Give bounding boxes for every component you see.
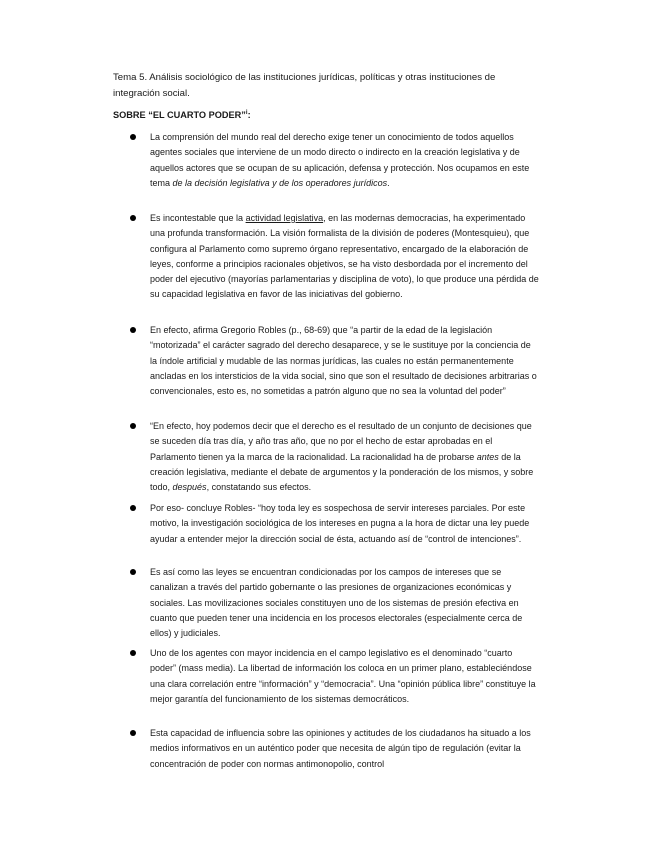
paragraph-text: Por eso- concluye Robles- “hoy toda ley es sospechosa de servir intereses parciales. Por este motivo, la investigación sociológica de los intereses en pugna a la hora de dictar una ley puede ayudar a entender mejor la dirección social de ésta, actuando así de “control de intenciones”. (150, 503, 530, 544)
paragraph (150, 130, 540, 191)
bullet-icon (130, 423, 136, 429)
bullet-icon (130, 569, 136, 575)
bullet-icon (130, 215, 136, 221)
bullet-icon (130, 730, 136, 736)
section-heading (113, 108, 251, 122)
paragraph-text: Es incontestable que la (150, 213, 246, 223)
paragraph (150, 211, 540, 303)
section-heading-text: SOBRE “EL CUARTO PODER” (113, 110, 246, 120)
paragraph (150, 419, 540, 495)
paragraph-text: . (387, 177, 390, 188)
paragraph-text: En efecto, afirma Gregorio Robles (p., 68-69) que “a partir de la edad de la legislación “motorizada” el carácter sagrado del derecho desaparece, y se le sustituye por la conciencia de la índole artificial y mudable de las normas jurídicas, las cuales no están permanentemente ancladas en los intersticios de la vida social, sino que son el resultado de decisiones arbitrarias o convencionales, esto es, no sometidas a patrón alguno que no sea la voluntad del poder” (150, 325, 537, 397)
paragraph-text: , constatando sus efectos. (206, 482, 312, 493)
paragraph (150, 565, 540, 641)
paragraph (150, 323, 540, 399)
paragraph (150, 646, 540, 707)
paragraph-text: , en las modernas democracias, ha experimentado una profunda transformación. La visión formalista de la división de poderes (Montesquieu), que configura al Parlamento como supremo órgano representativo, encargado de la elaboración de leyes, conforme a principios racionales objetivos, se ha visto desbordada por el incremento del poder del ejecutivo (mayorías parlamentarias y disciplina de voto), lo que produce una pérdida de su capacidad legislativa en favor de las iniciativas del gobierno. (150, 213, 539, 300)
bullet-icon (130, 650, 136, 656)
paragraph-underline: actividad legislativa (245, 213, 324, 223)
paragraph (150, 726, 540, 772)
footnote-marker: i (245, 109, 248, 116)
paragraph-text: Uno de los agentes con mayor incidencia en el campo legislativo es el denominado “cuarto poder” (mass media). La libertad de información los coloca en un primer plano, estableciéndose una clara correlación entre “información” y “democracia”. Una “opinión pública libre” constituye la mejor garantía del funcionamiento de los sistemas democráticos. (150, 648, 536, 704)
paragraph (150, 501, 540, 547)
paragraph-text: Es así como las leyes se encuentran condicionadas por los campos de intereses que se canalizan a través del partido gobernante o las presiones de organizaciones económicas y sociales. Las movilizaciones sociales constituyen uno de los sistemas de presión efectiva en cuanto que pueden tener una incidencia en los procesos electorales (especialmente cerca de ellos) y judiciales. (150, 567, 523, 639)
document-title (113, 70, 553, 102)
paragraph-italic: de la decisión legislativa y de los operadores jurídicos (172, 177, 388, 188)
bullet-icon (130, 327, 136, 333)
paragraph-italic: antes (476, 451, 499, 462)
paragraph-text: Esta capacidad de influencia sobre las opiniones y actitudes de los ciudadanos ha situado a los medios informativos en un auténtico poder que necesita de algún tipo de regulación (evitar la concentración de poder con normas antimonopolio, control (150, 728, 531, 769)
paragraph-text: “En efecto, hoy podemos decir que el derecho es el resultado de un conjunto de decisiones que se suceden día tras día, y año tras año, que no por el hecho de estar aprobadas en el Parlamento tienen ya la marca de la racionalidad. La racionalidad ha de probarse (150, 421, 532, 462)
heading-colon: : (247, 110, 251, 120)
bullet-icon (130, 134, 136, 140)
paragraph-text: de la creación legislativa, mediante el debate de argumentos y la ponderación de los mismos, y sobre todo, (150, 451, 534, 493)
bullet-icon (130, 505, 136, 511)
paragraph-italic: después (172, 482, 207, 493)
title-line-1: Tema 5. Análisis sociológico de las instituciones jurídicas, políticas y otras instituciones de (113, 72, 496, 83)
title-line-2: integración social. (113, 88, 190, 99)
paragraph-text: La comprensión del mundo real del derecho exige tener un conocimiento de todos aquellos agentes sociales que interviene de un modo directo o indirecto en la creación legislativa y de aquellos actores que se ocupan de su aplicación, defensa y protección. Nos ocupamos en este tema (150, 132, 530, 188)
